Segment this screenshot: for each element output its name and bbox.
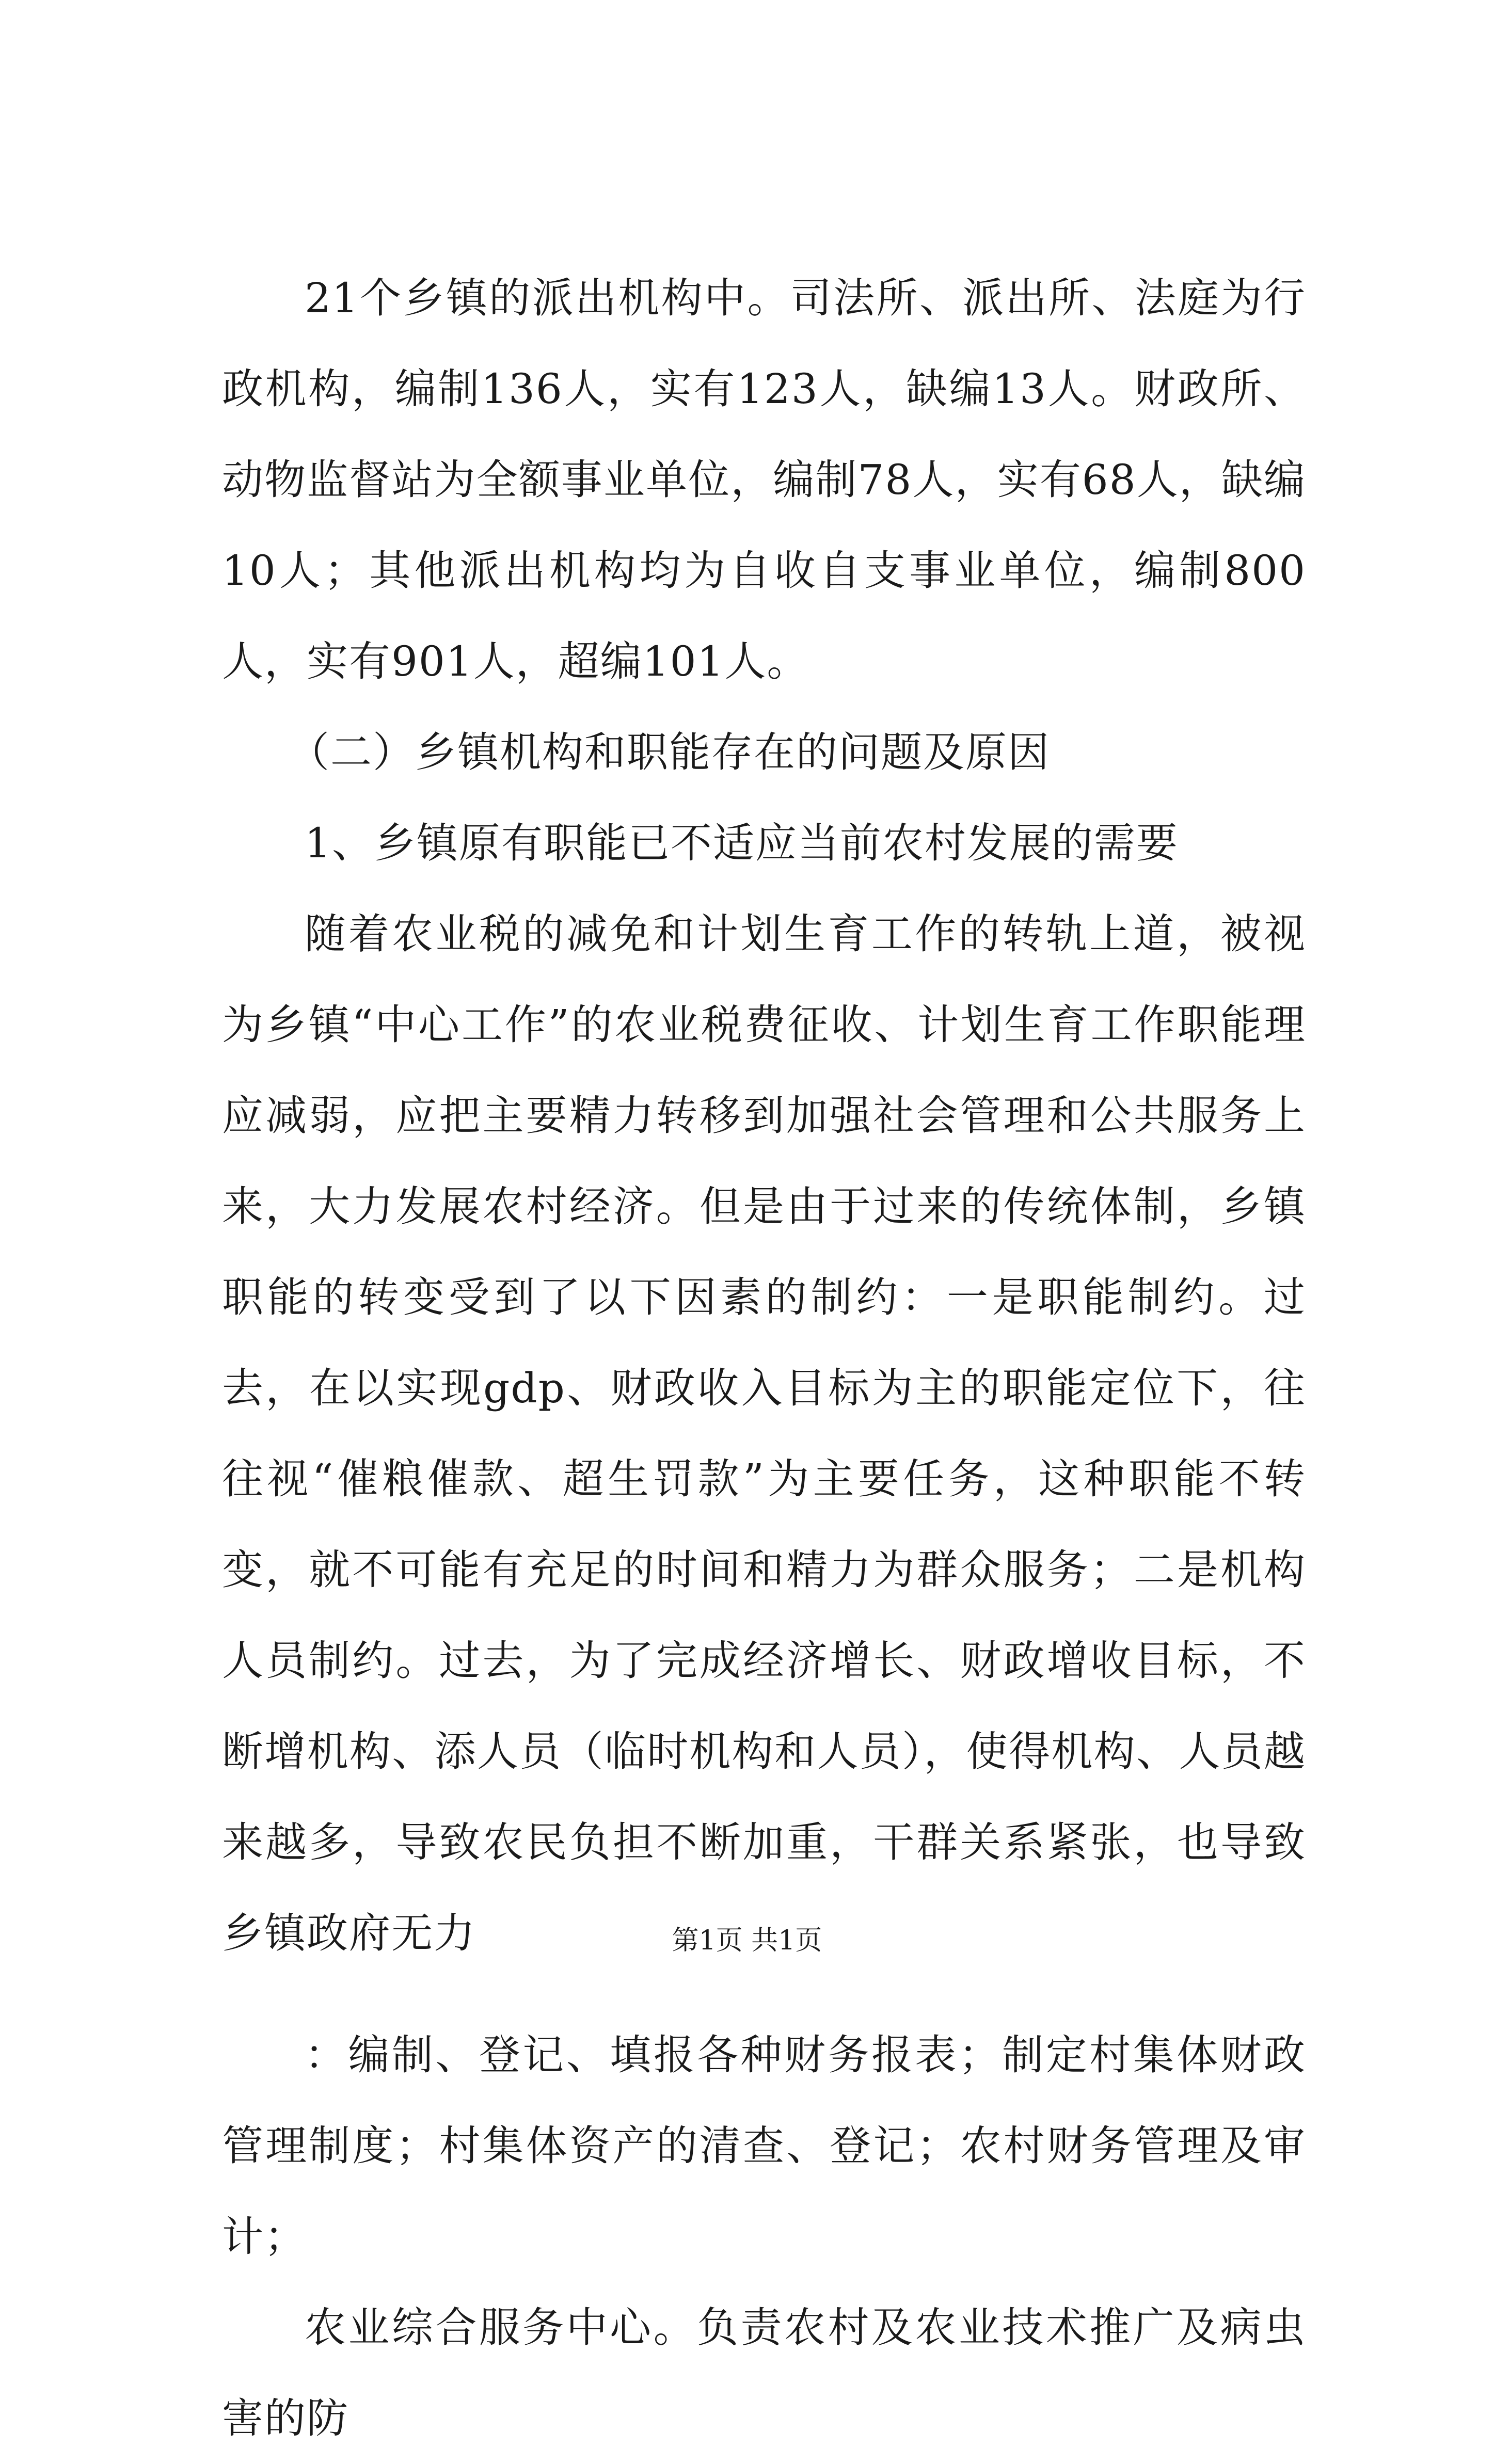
paragraph-agri-service-center: 农业综合服务中心。负责农村及农业技术推广及病虫害的防 [222, 2303, 1306, 2442]
page-number-footer: 第1页 共1页 [672, 1925, 822, 1956]
document-body [222, 253, 1306, 2464]
paragraph-finance-duties: ：编制、登记、填报各种财务报表；制定村集体财政管理制度；村集体资产的清查、登记；农村财务管理及审计； [222, 2031, 1306, 2261]
section-heading-problems: （二）乡镇机构和职能存在的问题及原因 [288, 728, 1050, 776]
paragraph-township-agencies: 21个乡镇的派出机构中。司法所、派出所、法庭为行政机构，编制136人，实有123人，缺编13人。财政所、动物监督站为全额事业单位，编制78人，实有68人，缺编10人；其他派出机构均为自收自支事业单位，编制800人，实有901人，超编101人。 [222, 274, 1306, 685]
paragraph-function-constraints: 随着农业税的减免和计划生育工作的转轨上道，被视为乡镇“中心工作”的农业税费征收、计划生育工作职能理应减弱，应把主要精力转移到加强社会管理和公共服务上来，大力发展农村经济。但是由于过来的传统体制，乡镇职能的转变受到了以下因素的制约：一是职能制约。过去，在以实现gdp、财政收入目标为主的职能定位下，往往视“催粮催款、超生罚款”为主要任务，这种职能不转变，就不可能有充足的时间和精力为群众服务；二是机构人员制约。过去，为了完成经济增长、财政增收目标，不断增机构、添人员（临时机构和人员），使得机构、人员越来越多，导致农民负担不断加重，干群关系紧张，也导致乡镇政府无力 [222, 910, 1306, 1957]
subheading-original-functions: 1、乡镇原有职能已不适应当前农村发展的需要 [305, 819, 1179, 867]
